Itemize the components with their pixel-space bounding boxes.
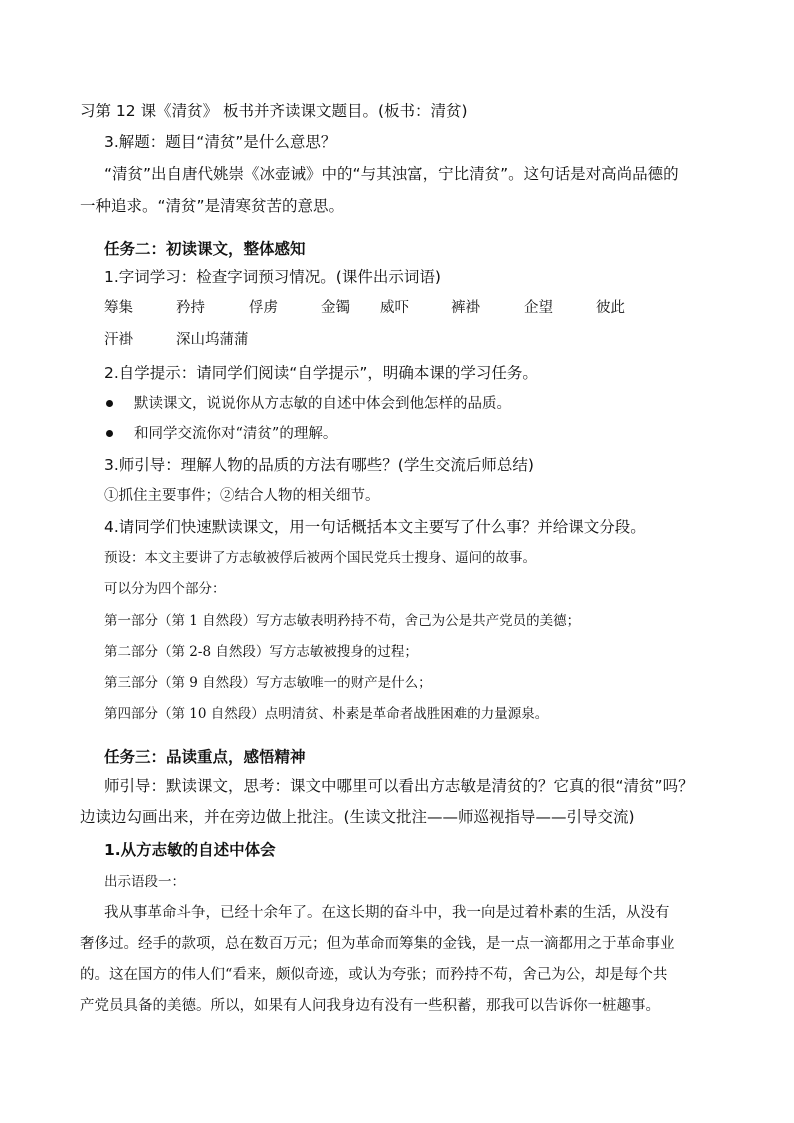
bullet-item: 默读课文，说说你从方志敏的自述中体会到他怎样的品质。 (134, 396, 511, 412)
passage-line: 的。这在国方的伟人们“看来，颇似奇迹，或认为夸张；而矜持不苟，舍己为公，却是每个共 (80, 967, 668, 983)
vocab-word: 汗褂 (104, 332, 133, 348)
part-item: 第二部分（第 2-8 自然段）写方志敏被搜身的过程； (104, 644, 418, 660)
task-2-step-1: 1.字词学习：检查字词预习情况。(课件出示词语) (104, 268, 441, 286)
passage-line: 产党员具备的美德。所以，如果有人问我身边有没有一些积蓄，那我可以告诉你一桩趣事。 (80, 998, 660, 1014)
vocab-word: 威吓 (380, 300, 409, 316)
part-item: 第三部分（第 9 自然段）写方志敏唯一的财产是什么； (104, 675, 432, 691)
part-item: 第四部分（第 10 自然段）点明清贫、朴素是革命者战胜困难的力量源泉。 (104, 706, 549, 722)
explanation-line-2: 一种追求。“清贫”是清寒贫苦的意思。 (80, 197, 345, 215)
vocab-word: 企望 (524, 300, 553, 316)
task-2-step-3: 3.师引导：理解人物的品质的方法有哪些？(学生交流后师总结) (104, 456, 534, 474)
bullet-icon (106, 400, 113, 407)
vocab-word: 矜持 (176, 300, 205, 316)
task-3-heading: 任务三：品读重点，感悟精神 (104, 748, 306, 766)
step-3-title: 3.解题：题目“清贫”是什么意思？ (104, 133, 337, 151)
passage-line: 奢侈过。经手的款项，总在数百万元；但为革命而筹集的金钱，是一点一滴都用之于革命事业 (80, 936, 675, 952)
four-parts-line: 可以分为四个部分： (104, 581, 226, 597)
bullet-item: 和同学交流你对“清贫”的理解。 (134, 426, 338, 442)
preset-line: 预设：本文主要讲了方志敏被俘后被两个国民党兵士搜身、逼问的故事。 (104, 550, 536, 566)
subsection-title: 1.从方志敏的自述中体会 (104, 841, 276, 859)
passage-line: 我从事革命斗争，已经十余年了。在这长期的奋斗中，我一向是过着朴素的生活，从没有 (104, 905, 670, 921)
part-item: 第一部分（第 1 自然段）写方志敏表明矜持不苟，舍己为公是共产党员的美德； (104, 613, 581, 629)
intro-line: 习第 12 课《清贫》 板书并齐读课文题目。(板书：清贫) (80, 102, 468, 120)
task-2-step-4: 4.请同学们快速默读课文，用一句话概括本文主要写了什么事？并给课文分段。 (104, 518, 646, 536)
show-passage-label: 出示语段一： (104, 874, 185, 890)
vocab-word: 裤褂 (451, 300, 480, 316)
vocab-word: 筹集 (104, 300, 133, 316)
vocab-word: 俘虏 (249, 300, 278, 316)
vocab-word: 金镯 (321, 300, 350, 316)
task-2-heading: 任务二：初读课文，整体感知 (104, 240, 306, 258)
task-2-step-2: 2.自学提示：请同学们阅读“自学提示”，明确本课的学习任务。 (104, 364, 538, 382)
explanation-line-1: “清贫”出自唐代姚崇《冰壶诫》中的“与其浊富，宁比清贫”。这句话是对高尚品德的 (104, 165, 679, 183)
task-3-guide-2: 边读边勾画出来，并在旁边做上批注。(生读文批注——师巡视指导——引导交流) (80, 808, 635, 826)
vocab-word: 彼此 (596, 300, 625, 316)
bullet-icon (106, 430, 113, 437)
methods-line: ①抓住主要事件；②结合人物的相关细节。 (104, 488, 380, 504)
vocab-word: 深山坞蒲蒲 (176, 332, 249, 348)
task-3-guide-1: 师引导：默读课文，思考：课文中哪里可以看出方志敏是清贫的？它真的很“清贫”吗？ (104, 777, 694, 795)
